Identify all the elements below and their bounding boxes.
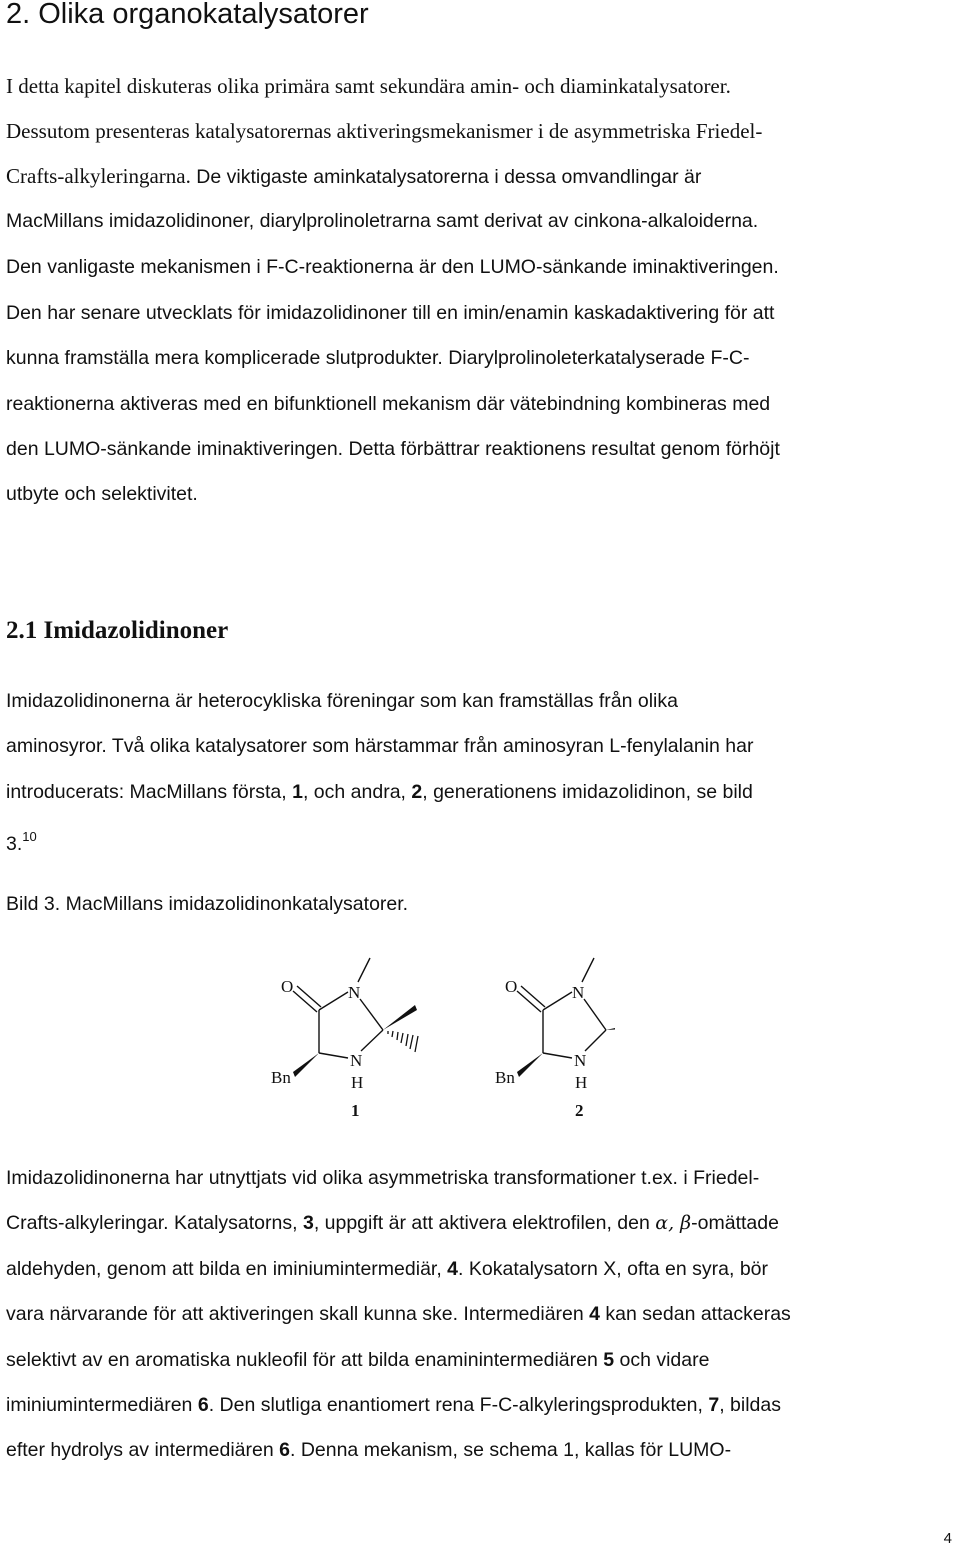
bond [582, 958, 594, 982]
compound-ref: 1 [292, 781, 303, 803]
text-segment: selektivt av en aromatiska nukleofil för att bilda enaminintermediären [6, 1349, 604, 1371]
text-line [6, 1302, 791, 1326]
text-line: den LUMO-sänkande iminaktiveringen. Detta förbättrar reaktionens resultat genom förhöjt [6, 438, 780, 460]
text-segment: och vidare [614, 1349, 710, 1371]
text-line: reaktionerna aktiveras med en bifunktionell mekanism där vätebindning kombineras med [6, 393, 771, 415]
chapter-title: 2. Olika organokatalysatorer [6, 0, 369, 30]
wedge-bond [293, 1053, 319, 1077]
text-line: utbyte och selektivitet. [6, 483, 198, 505]
text-segment: , bildas [719, 1394, 781, 1416]
bond [293, 991, 317, 1012]
text-line: Imidazolidinonerna har utnyttjats vid olika asymmetriska transformationer t.ex. i Friedel- [6, 1167, 760, 1189]
bond [297, 986, 321, 1007]
compound-ref: 4 [589, 1303, 601, 1325]
compound-ref: 3 [302, 1212, 314, 1234]
greek-letters: α, β [655, 1212, 692, 1234]
bond [543, 1053, 572, 1058]
text-line [6, 1438, 731, 1462]
compound-ref: 7 [708, 1394, 720, 1416]
text-line [6, 780, 753, 804]
text-segment: , uppgift är att aktivera elektrofilen, den [313, 1212, 656, 1234]
hydrogen-atom: H [575, 1073, 588, 1092]
text-line: Dessutom presenteras katalysatorernas aktiveringsmekanismer i de asymmetriska Friedel- [6, 119, 763, 143]
section-heading: 2.1 Imidazolidinoner [6, 617, 229, 644]
text-segment: 3. [6, 833, 23, 855]
compound-label: 2 [575, 1101, 584, 1120]
text-segment: , och andra, [302, 781, 412, 803]
catalyst-2-structure [495, 958, 615, 1120]
wedge-bond [383, 1005, 417, 1030]
bond [517, 991, 541, 1012]
bond [319, 992, 348, 1010]
page-number: 4 [943, 1530, 952, 1547]
oxygen-atom: O [281, 977, 294, 996]
text-segment: iminiumintermediären [6, 1394, 198, 1416]
text-line [6, 1257, 768, 1281]
hydrogen-atom: H [351, 1073, 364, 1092]
text-line [6, 1348, 709, 1372]
compound-ref: 6 [279, 1439, 290, 1461]
text-segment: kan sedan attackeras [600, 1303, 791, 1325]
hashed-wedge-bond [388, 1031, 418, 1052]
text-line: Den vanligaste mekanismen i F-C-reaktionerna är den LUMO-sänkande iminaktiveringen. [6, 256, 779, 278]
compound-label: 1 [351, 1101, 360, 1120]
compound-ref: 4 [447, 1258, 459, 1280]
bond [358, 958, 370, 982]
text-line: I detta kapitel diskuteras olika primära samt sekundära amin- och diaminkatalysatorer. [6, 74, 731, 98]
bond [543, 992, 572, 1010]
bond [361, 1030, 383, 1051]
oxygen-atom: O [505, 977, 518, 996]
text-line: Den har senare utvecklats för imidazolidinoner till en imin/enamin kaskadaktivering för att [6, 302, 775, 324]
benzyl-group: Bn [495, 1068, 515, 1087]
nitrogen-atom: N [574, 1051, 587, 1070]
text-line: kunna framställa mera komplicerade slutprodukter. Diarylprolinoleterkatalyserade F-C- [6, 347, 750, 369]
bond [319, 1053, 348, 1058]
text-segment: De viktigaste aminkatalysatorerna i dessa omvandlingar är [190, 166, 702, 188]
nitrogen-atom: N [348, 983, 361, 1002]
text-segment: . Den slutliga enantiomert rena F-C-alkyleringsprodukten, [208, 1394, 709, 1416]
text-line: Imidazolidinonerna är heterocykliska föreningar som kan framställas från olika [6, 690, 678, 712]
wedge-bond [606, 1022, 615, 1030]
text-line [6, 1393, 781, 1417]
bond [585, 1030, 606, 1051]
text-segment: . Kokatalysatorn X, ofta en syra, bör [458, 1258, 769, 1280]
text-segment: -omättade [691, 1212, 779, 1234]
compound-ref: 2 [411, 781, 423, 803]
catalyst-structures-figure [255, 945, 615, 1130]
compound-ref: 6 [197, 1394, 209, 1416]
text-line: aminosyror. Två olika katalysatorer som härstammar från aminosyran L-fenylalanin har [6, 735, 754, 757]
citation-superscript: 10 [22, 829, 37, 844]
catalyst-1-structure [271, 958, 418, 1120]
text-segment: efter hydrolys av intermediären [6, 1439, 280, 1461]
compound-ref: 5 [603, 1349, 615, 1371]
text-segment: aldehyden, genom att bilda en iminiumintermediär, [6, 1258, 448, 1280]
text-segment: Crafts-alkyleringar. Katalysatorns, [6, 1212, 303, 1234]
wedge-bond [517, 1053, 543, 1077]
text-line [6, 825, 37, 856]
bond [521, 986, 545, 1007]
text-segment: introducerats: MacMillans första, [6, 781, 293, 803]
nitrogen-atom: N [572, 983, 585, 1002]
text-segment: . Denna mekanism, se schema 1, kallas för LUMO- [289, 1439, 732, 1461]
bond [584, 999, 606, 1030]
bond [360, 999, 383, 1030]
text-line [6, 1211, 779, 1235]
figure-caption: Bild 3. MacMillans imidazolidinonkatalysatorer. [6, 893, 409, 915]
benzyl-group: Bn [271, 1068, 291, 1087]
text-segment: , generationens imidazolidinon, se bild [422, 781, 753, 803]
text-segment: vara närvarande för att aktiveringen skall kunna ske. Intermediären [6, 1303, 590, 1325]
text-line [6, 164, 701, 189]
text-segment: Crafts-alkyleringarna. [6, 164, 191, 188]
nitrogen-atom: N [350, 1051, 363, 1070]
text-line: MacMillans imidazolidinoner, diarylprolinoletrarna samt derivat av cinkona-alkaloiderna. [6, 210, 759, 232]
